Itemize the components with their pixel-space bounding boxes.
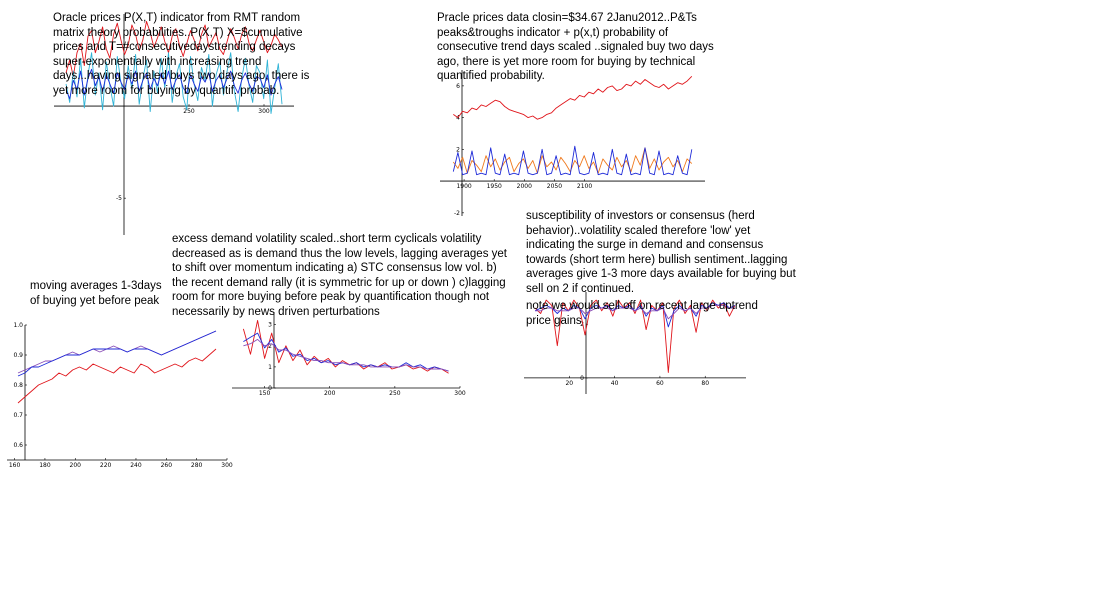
y-tick-label: 0	[580, 374, 584, 382]
y-tick-label: 6	[456, 82, 460, 90]
y-tick-label: 2	[580, 321, 584, 329]
annotation-investor-susceptibility: susceptibility of investors or consensus (herd behavior)..volatility scaled therefore 'low' yet indicating the surge in demand and consensus towards (short term here) bullish sentiment..lagging averages give 1-3 more days available for buying but sell on 2 if continued.	[526, 210, 796, 295]
y-tick-label: -5	[116, 195, 122, 203]
series-line-purple	[18, 331, 216, 373]
x-tick-label: 1950	[486, 183, 502, 191]
x-tick-label: 280	[190, 462, 203, 469]
annotation-excess-demand: excess demand volatility scaled..short term cyclicals volatility decreased as is demand thus the low levels, lagging averages yet to shift over momentum indicating a) STC consensus low vol. b) the recent demand rally (it is symmetric for up or down ) c)lagging room for more buying before peak by quantification though not necessarily by news driven perturbations	[172, 233, 507, 318]
x-tick-label: 300	[454, 390, 466, 397]
x-tick-label: 300	[258, 108, 270, 116]
series-line-blue	[453, 146, 692, 175]
x-tick-label: 1900	[456, 183, 472, 191]
x-tick-label: 160	[8, 462, 21, 469]
y-tick-label: 3	[268, 321, 272, 329]
y-tick-label: 0	[268, 385, 272, 392]
x-tick-label: 20	[565, 379, 574, 387]
x-tick-label: 150	[258, 390, 271, 397]
y-tick-label: 4	[456, 114, 460, 122]
x-tick-label: 2050	[546, 183, 563, 191]
x-tick-label: 2100	[576, 183, 593, 191]
y-tick-label: 2	[456, 146, 460, 154]
x-tick-label: 240	[130, 462, 142, 469]
y-tick-label: 0.9	[13, 352, 23, 359]
annotation-sell-off: note we would sell off on recent large uptrend price gains	[526, 300, 758, 327]
x-tick-label: 250	[389, 390, 401, 397]
x-tick-label: 300	[221, 462, 233, 469]
annotation-price-peaks-troughs: Pracle prices data closin=$34.67 2Janu2012..P&Ts peaks&troughs indicator + p(x,t) probability of consecutive trend days scaled ..signaled buy two days ago, there is yet more room for buying by technical quantified probability.	[437, 12, 714, 83]
x-tick-label: 200	[323, 390, 336, 397]
x-tick-label: 220	[99, 462, 112, 469]
series-line-blue	[18, 331, 216, 376]
x-tick-label: 200	[69, 462, 82, 469]
y-tick-label: 2	[268, 342, 272, 350]
x-tick-label: 2000	[516, 183, 532, 191]
x-tick-label: 80	[701, 379, 710, 387]
y-tick-label: -2	[454, 209, 460, 217]
x-tick-label: 260	[160, 462, 173, 469]
y-tick-label: 0.6	[13, 442, 23, 449]
series-line-red	[18, 349, 216, 403]
chart-moving-averages	[5, 322, 233, 475]
x-tick-label: 40	[610, 379, 619, 387]
x-tick-label: 60	[656, 379, 664, 387]
annotation-rmt-probability: Oracle prices P(X,T) indicator from RMT random matrix theory probabilities..P(X,T) X=$cumulative prices and T=#consecutivedaystrending decays super-exponentially with increasing trend days...having signaled buys two days ago, there is yet more room for buying by quantif. probab.	[53, 12, 310, 97]
y-tick-label: 0.8	[13, 382, 23, 389]
annotation-moving-averages: moving averages 1-3days of buying yet before peak	[30, 280, 162, 307]
y-tick-label: 1.0	[13, 322, 23, 329]
y-tick-label: 1	[268, 363, 272, 371]
x-tick-label: 180	[39, 462, 51, 469]
chart-excess-demand-volatility	[228, 310, 466, 400]
y-tick-label: 0.7	[13, 412, 23, 419]
x-tick-label: 250	[183, 108, 195, 116]
